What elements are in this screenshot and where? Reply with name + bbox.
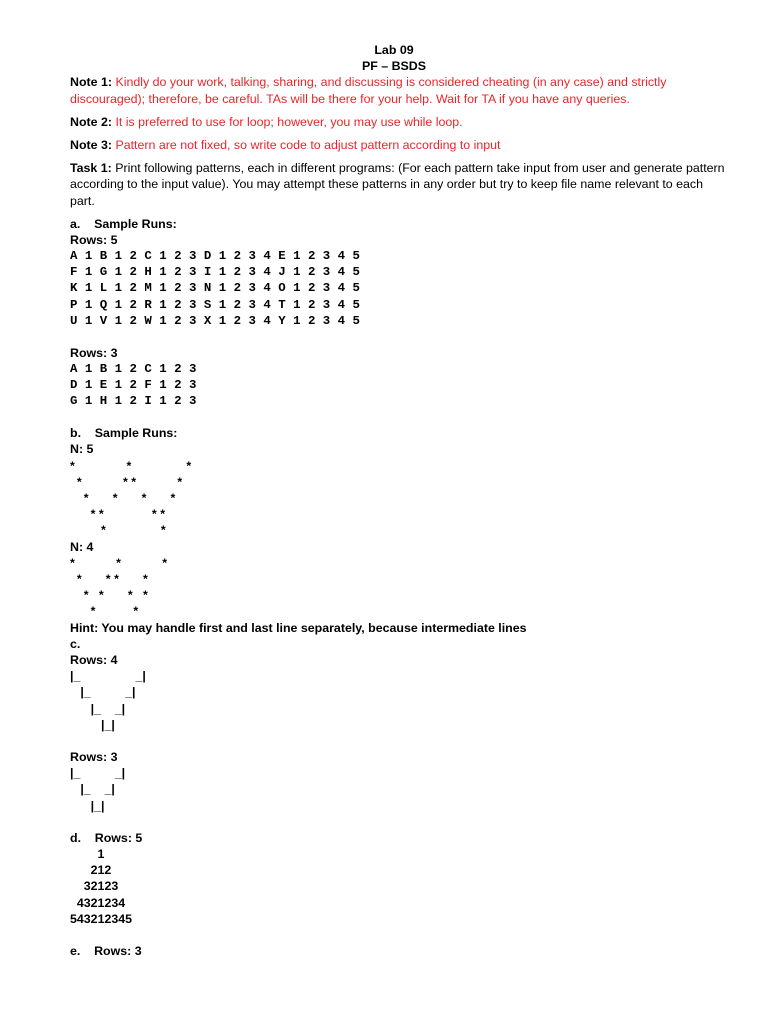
part-a-run1-line: F 1 G 1 2 H 1 2 3 I 1 2 3 4 J 1 2 3 4 5 (70, 265, 360, 280)
part-b-run2-label: N: 4 (70, 539, 94, 554)
note-1 (70, 74, 730, 106)
spacer (70, 329, 730, 345)
note-2 (70, 114, 730, 130)
part-b-run1-line: * * * (70, 458, 192, 473)
part-b-hint: Hint: You may handle first and last line separately, because intermediate lines (70, 620, 527, 635)
spacer (70, 814, 730, 830)
part-b-run1-label: N: 5 (70, 442, 94, 457)
part-a-run1-line: A 1 B 1 2 C 1 2 3 D 1 2 3 4 E 1 2 3 4 5 (70, 249, 360, 264)
part-b-run1-line: * * * * (70, 491, 176, 505)
part-d-heading: d. Rows: 5 (70, 830, 143, 845)
part-d-line: 4321234 (70, 895, 126, 910)
spacer (70, 409, 730, 425)
part-a-run1-line: K 1 L 1 2 M 1 2 3 N 1 2 3 4 O 1 2 3 4 5 (70, 281, 360, 296)
part-b-heading: b. Sample Runs: (70, 426, 178, 441)
note-3 (70, 137, 730, 153)
part-a-run2-line: A 1 B 1 2 C 1 2 3 (70, 361, 197, 376)
spacer (70, 733, 730, 749)
part-d-line: 212 (70, 863, 112, 878)
note-2-label: Note 2: (70, 114, 112, 129)
part-c-run1-line: |_ _| (70, 701, 126, 716)
part-c-run1-label: Rows: 4 (70, 653, 118, 668)
part-b-run1-line: * * * * (70, 507, 166, 522)
part-b-run2-line: * * * (70, 555, 168, 570)
part-c-run1-line: |_ _| (70, 685, 136, 700)
part-d-line: 1 (70, 847, 105, 862)
part-c-heading: c. (70, 636, 81, 651)
part-c-run2-line: |_ _| (70, 766, 126, 781)
part-a-run2-label: Rows: 3 (70, 345, 118, 360)
part-d-line: 32123 (70, 879, 119, 894)
part-b-run2-line: * * * * (70, 588, 148, 603)
spacer (70, 927, 730, 943)
note-2-text: It is preferred to use for loop; however, you may use while loop. (115, 114, 463, 129)
part-a-run1-line: P 1 Q 1 2 R 1 2 3 S 1 2 3 4 T 1 2 3 4 5 (70, 297, 360, 312)
task-1 (70, 160, 730, 209)
task-1-label: Task 1: (70, 161, 112, 176)
part-d-line: 543212345 (70, 911, 133, 926)
note-3-text: Pattern are not fixed, so write code to adjust pattern according to input (115, 138, 501, 153)
part-b-run2-line: * * * * (70, 572, 148, 587)
part-b-run1-line: * * * * (70, 474, 183, 489)
note-3-label: Note 3: (70, 138, 112, 153)
course-subtitle: PF – BSDS (361, 59, 427, 74)
note-1-text: Kindly do your work, talking, sharing, and discussing is considered cheating (in any case) and strictly discouraged); therefore, be careful. TAs will be there for your help. Wait for TA if you have any queries. (70, 75, 667, 106)
note-1-label: Note 1: (70, 75, 112, 90)
part-c-run2-line: |_ _| (70, 782, 115, 797)
part-a-run2-line: D 1 E 1 2 F 1 2 3 (70, 378, 197, 392)
part-a-run1-label: Rows: 5 (70, 233, 118, 248)
part-e-heading: e. Rows: 3 (70, 944, 142, 959)
part-a-heading: a. Sample Runs: (70, 216, 177, 231)
part-a-run2-line: G 1 H 1 2 I 1 2 3 (70, 394, 197, 409)
lab-title: Lab 09 (374, 43, 414, 57)
part-a-run1-line: U 1 V 1 2 W 1 2 3 X 1 2 3 4 Y 1 2 3 4 5 (70, 313, 360, 328)
part-b-run1-line: * * (70, 523, 166, 538)
document-page (70, 42, 730, 959)
part-c-run2-line: |_| (70, 798, 105, 813)
part-c-run1-line: |_ _| (70, 669, 146, 684)
task-1-text: Print following patterns, each in different programs: (For each pattern take input from user and generate pattern according to the input value). You may attempt these patterns in any order but try to keep file name relevant to each part. (70, 161, 725, 208)
part-b-run2-line: * * (70, 604, 139, 619)
part-c-run2-label: Rows: 3 (70, 750, 118, 765)
part-c-run1-line: |_| (70, 717, 115, 732)
